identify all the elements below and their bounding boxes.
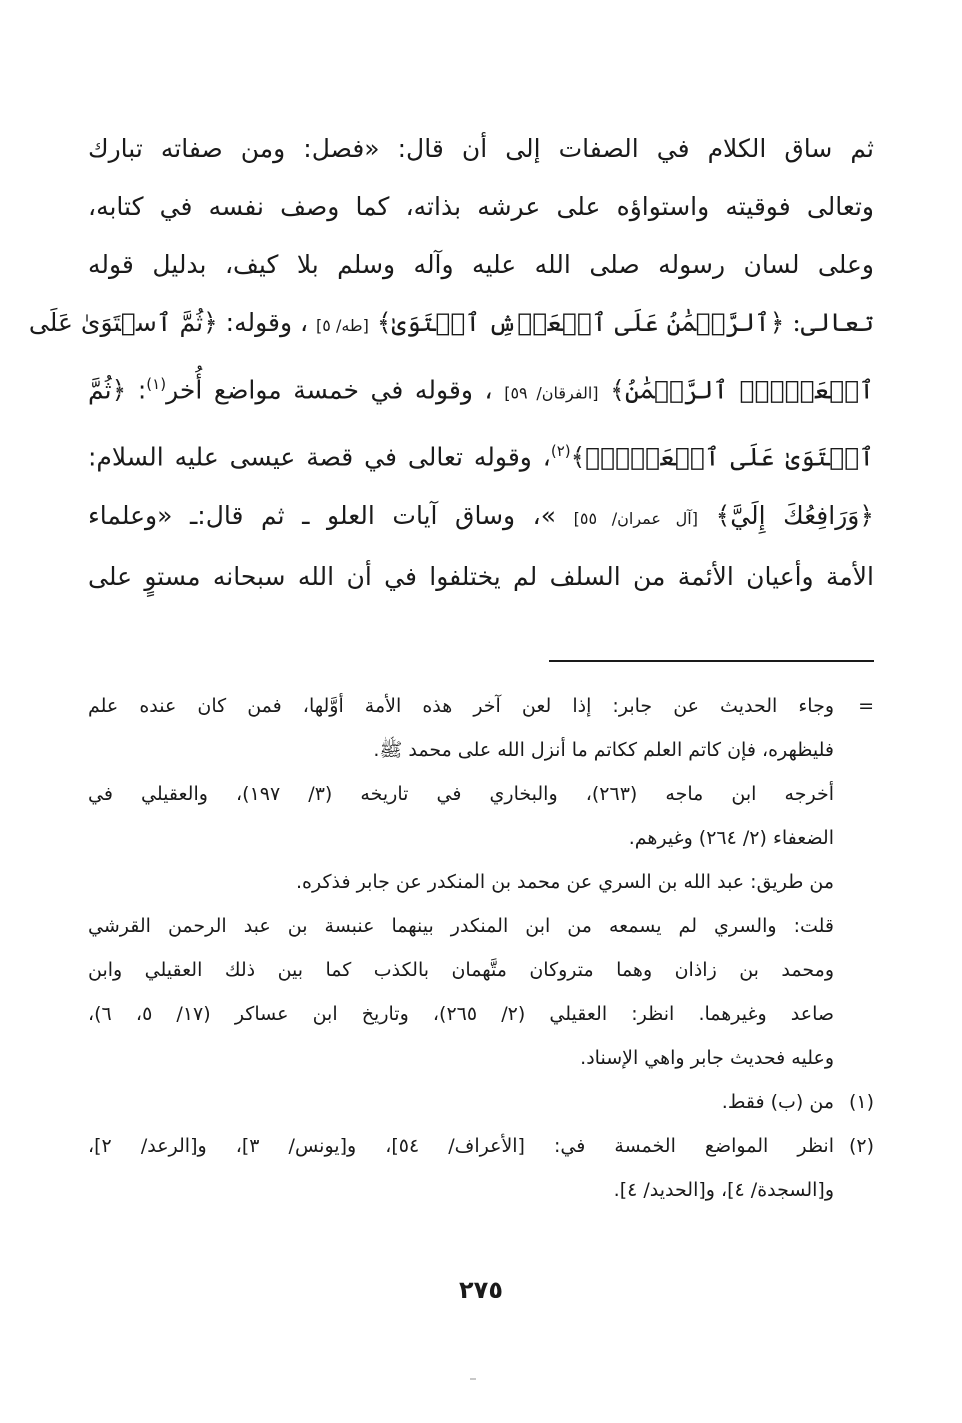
footnote-line: من طريق: عبد الله بن السري عن محمد بن المنكدر عن جابر فذكره.	[295, 871, 834, 893]
footnote-continuation-body	[88, 684, 834, 1080]
main-text-line	[28, 294, 874, 355]
main-text-line	[88, 355, 874, 422]
main-text-line: وتعالى فوقيته واستواؤه على عرشه بذاته، كما وصف نفسه في كتابه،	[88, 192, 874, 221]
footnote-line: و[السجدة/ ٤]، و[الحديد/ ٤].	[613, 1179, 834, 1201]
footnote-number: (١)	[848, 1091, 874, 1113]
main-text-line: ثم ساق الكلام في الصفات إلى أن قال: «فصل: ومن صفاته تبارك	[88, 134, 874, 163]
footnote-line: وعليه فحديث جابر واهي الإسناد.	[580, 1047, 834, 1069]
quran-verse: تعالى: ﴿ٱلرَّحۡمَٰنُ عَلَى ٱلۡعَرۡشِ ٱسۡتَوَىٰ﴾	[376, 308, 874, 337]
main-text-fragment: : ﴿ثُمَّ	[88, 375, 147, 405]
scan-speck	[470, 1378, 476, 1380]
footnote-divider	[549, 660, 874, 662]
main-text-line	[88, 422, 874, 486]
footnote-body	[88, 1080, 834, 1124]
footnote-line: انظر المواضع الخمسة في: [الأعراف/ ٥٤]، و[يونس/ ٣]، و[الرعد/ ٢]،	[88, 1135, 834, 1157]
main-text-line: وعلى لسان رسوله صلى الله عليه وآله وسلم بلا كيف، بدليل قوله	[88, 250, 874, 279]
main-text-line	[88, 487, 874, 548]
footnote-line: فليظهره، فإن كاتم العلم ككاتم ما أنزل الله على محمد ﷺ.	[373, 739, 834, 761]
verse-reference: [طه/ ٥]	[316, 316, 369, 335]
main-text-block	[28, 120, 874, 606]
footnote-line: قلت: والسري لم يسمعه من ابن المنكدر بينهما عنبسة بن عبد الرحمن القرشي	[88, 915, 834, 937]
quran-verse: ٱسۡتَوَىٰ عَلَى ٱلۡعَرۡشِۖ﴾	[570, 442, 874, 472]
footnote-marker: (١)	[146, 375, 167, 393]
verse-reference: [آل عمران/ ٥٥]	[573, 508, 698, 528]
main-text-fragment: ، وقوله في خمسة مواضع أُخر	[166, 375, 493, 405]
footnote-line: من (ب) فقط.	[721, 1091, 834, 1113]
footnote-2	[88, 1124, 874, 1212]
footnote-1	[88, 1080, 874, 1124]
page-number: ٢٧٥	[459, 1276, 503, 1304]
main-text-fragment: »، وساق آيات العلو ـ ثم قال:ـ «وعلماء	[88, 500, 557, 530]
footnotes-block	[88, 684, 874, 1212]
verse-reference: [الفرقان/ ٥٩]	[504, 383, 599, 403]
footnote-marker: (٢)	[550, 442, 571, 461]
continuation-mark: =	[858, 695, 874, 717]
footnote-continuation	[88, 684, 874, 1080]
footnote-line: أخرجه ابن ماجه (٢٦٣)، والبخاري في تاريخه (٣/ ١٩٧)، والعقيلي في	[88, 783, 834, 805]
footnote-line: ومحمد بن زاذان وهما متروكان متَّهمان بالكذب كما بين ذلك العقيلي وابن	[88, 959, 834, 981]
main-text-line: الأمة وأعيان الأئمة من السلف لم يختلفوا في أن الله سبحانه مستوٍ على	[88, 561, 874, 591]
footnote-number: (٢)	[848, 1135, 874, 1157]
footnote-line: الضعفاء (٢/ ٢٦٤) وغيرهم.	[628, 827, 834, 849]
quran-verse: ٱلۡعَرۡشِۖ ٱلرَّحۡمَٰنُ﴾	[610, 375, 874, 405]
main-text-fragment: ، وقوله تعالى في قصة عيسى عليه السلام:	[88, 442, 551, 472]
footnote-line: وجاء الحديث عن جابر: إذا لعن آخر هذه الأمة أوَّلها، فمن كان عنده علم	[88, 695, 834, 717]
quran-verse: ﴿وَرَافِعُكَ إِلَيَّ﴾	[715, 500, 874, 530]
footnote-line: صاعد وغيرهما. انظر: العقيلي (٢/ ٢٦٥)، وتاريخ ابن عساكر (١٧/ ٥، ٦)،	[88, 1003, 835, 1025]
footnote-body	[88, 1124, 834, 1212]
main-text-fragment: ، وقوله: ﴿ثُمَّ ٱسۡتَوَىٰ عَلَى	[28, 308, 309, 337]
